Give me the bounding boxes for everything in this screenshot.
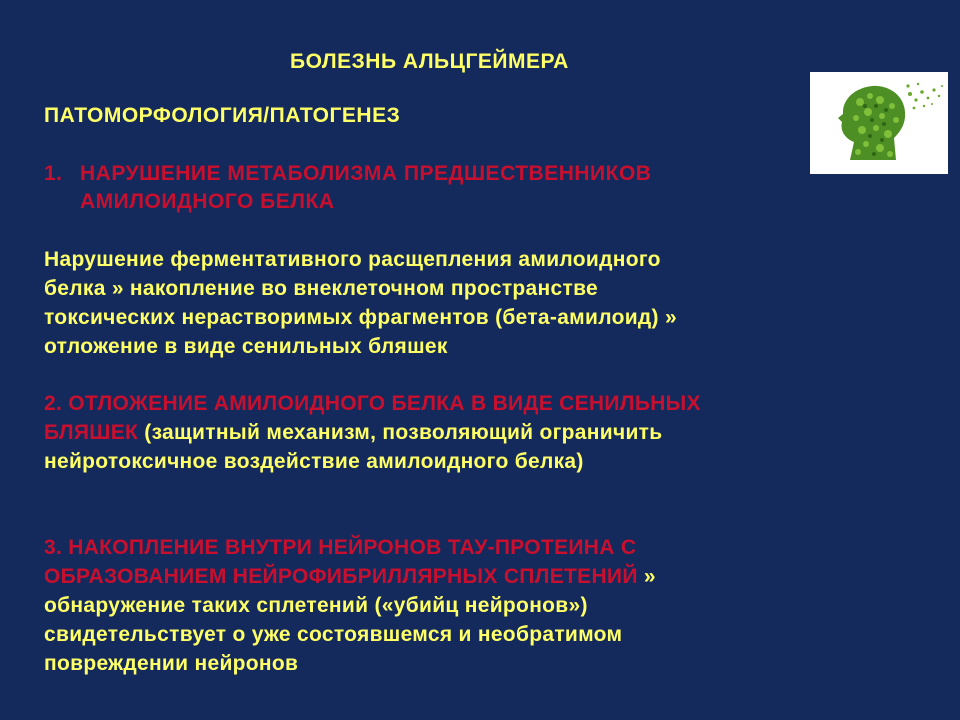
paragraph-1-line-3: токсических нерастворимых фрагментов (бета-амилоид) » (44, 306, 677, 329)
paragraph-1 (44, 245, 924, 361)
section-2 (44, 389, 924, 476)
section-1-heading (44, 160, 804, 216)
green-head-leaves-icon (810, 72, 948, 174)
section-3 (44, 533, 924, 678)
slide-subtitle: ПАТОМОРФОЛОГИЯ/ПАТОГЕНЕЗ (44, 104, 401, 127)
section-3-line-5: повреждении нейронов (44, 652, 299, 675)
section-1-number: 1. (44, 162, 63, 185)
section-1-line-2: АМИЛОИДНОГО БЕЛКА (80, 190, 335, 213)
slide-title: БОЛЕЗНЬ АЛЬЦГЕЙМЕРА (290, 50, 569, 73)
section-3-line-2-yellow: » (637, 565, 656, 588)
section-2-line-3: нейротоксичное воздействие амилоидного белка) (44, 450, 584, 473)
section-3-line-2-red: ОБРАЗОВАНИЕМ НЕЙРОФИБРИЛЛЯРНЫХ СПЛЕТЕНИЙ (44, 565, 638, 588)
section-3-line-1: 3. НАКОПЛЕНИЕ ВНУТРИ НЕЙРОНОВ ТАУ-ПРОТЕИНА С (44, 536, 637, 559)
section-2-line-1: 2. ОТЛОЖЕНИЕ АМИЛОИДНОГО БЕЛКА В ВИДЕ СЕНИЛЬНЫХ (44, 392, 701, 415)
section-3-line-3: обнаружение таких сплетений («убийц нейронов») (44, 594, 588, 617)
paragraph-1-line-1: Нарушение ферментативного расщепления амилоидного (44, 248, 661, 271)
section-3-line-4: свидетельствует о уже состоявшемся и необратимом (44, 623, 623, 646)
paragraph-1-line-2: белка » накопление во внеклеточном пространстве (44, 277, 598, 300)
section-2-line-2-red: БЛЯШЕК (44, 421, 139, 444)
paragraph-1-line-4: отложение в виде сенильных бляшек (44, 335, 448, 358)
section-2-line-2-yellow: (защитный механизм, позволяющий ограничить (138, 421, 663, 444)
section-1-line-1: НАРУШЕНИЕ МЕТАБОЛИЗМА ПРЕДШЕСТВЕННИКОВ (80, 162, 652, 185)
